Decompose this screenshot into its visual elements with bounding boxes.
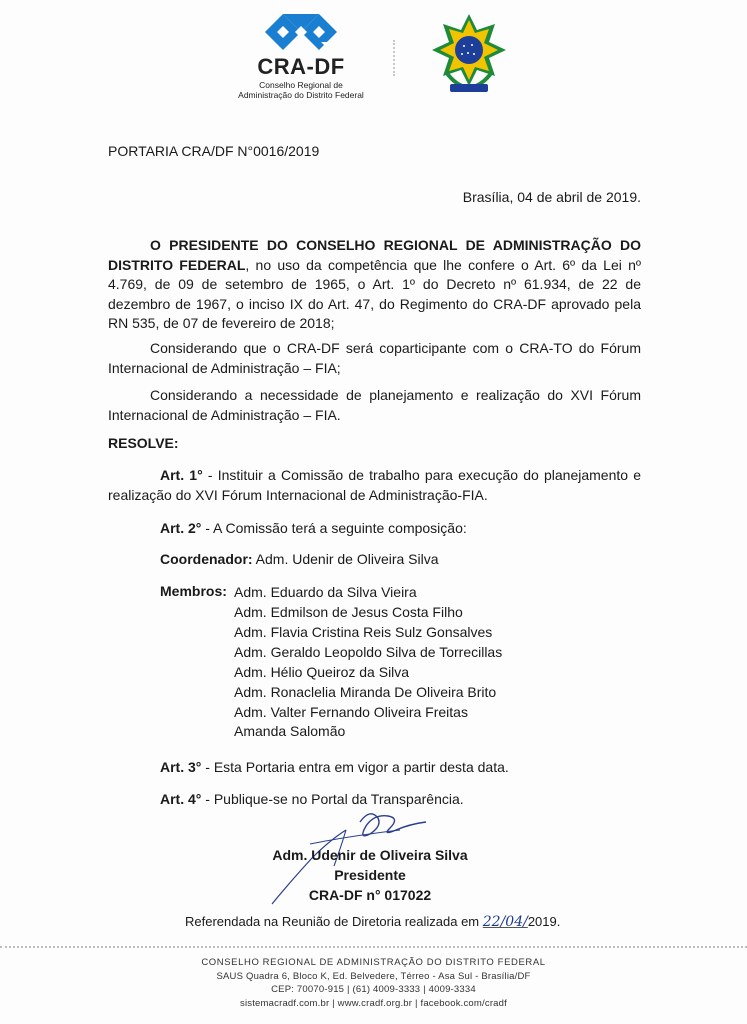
- logo-title: CRA-DF: [257, 54, 345, 79]
- art4-text: - Publique-se no Portal da Transparência.: [201, 791, 464, 807]
- article-1: [108, 466, 641, 505]
- portaria-number: PORTARIA CRA/DF N°0016/2019: [108, 143, 320, 159]
- footer-org: CONSELHO REGIONAL DE ADMINISTRAÇÃO DO DISTRITO FEDERAL: [201, 957, 546, 968]
- art1-text: - Instituir a Comissão de trabalho para execução do planejamento e realização do XVI Fórum Internacional de Administração-FIA.: [108, 467, 642, 503]
- logo-subtitle-1: Conselho Regional de: [259, 80, 343, 90]
- considerando-2: Considerando a necessidade de planejamento e realização do XVI Fórum Internacional de Administração – FIA.: [108, 387, 641, 423]
- cra-df-logo: [236, 12, 366, 100]
- list-item: Adm. Ronaclelia Miranda De Oliveira Brito: [234, 684, 497, 700]
- footer-address: SAUS Quadra 6, Bloco K, Ed. Belvedere, Térreo - Asa Sul - Brasília/DF: [216, 970, 531, 982]
- list-item: Adm. Geraldo Leopoldo Silva de Torrecillas: [234, 644, 503, 660]
- intro-rest: , no uso da competência que lhe confere o Art. 6º da Lei nº 4.769, de 09 de setembro de 1965, o Art. 1º do Decreto nº 61.934, de 22 de dezembro de 1967, o inciso IX do Art. 47, do Regimento do CRA-DF aprovado pela RN 535, de 07 de fevereiro de 2018;: [108, 256, 641, 331]
- signer-registration: CRA-DF n° 017022: [308, 887, 432, 903]
- header-divider: [393, 40, 397, 76]
- footer-web: sistemacradf.com.br | www.cradf.org.br | facebook.com/cradf: [240, 997, 507, 1009]
- coord-label: Coordenador:: [160, 551, 253, 567]
- signature-block: [250, 845, 490, 905]
- logo-subtitle-2: Administração do Distrito Federal: [238, 90, 364, 100]
- intro-paragraph: [108, 236, 641, 334]
- art2-text: - A Comissão terá a seguinte composição:: [201, 520, 467, 536]
- page-footer: [0, 956, 747, 1010]
- referenda-year: 2019.: [527, 914, 561, 929]
- coat-of-arms-icon: [426, 12, 512, 98]
- list-item: Adm. Edmilson de Jesus Costa Filho: [234, 604, 463, 620]
- art3-label: Art. 3°: [160, 759, 202, 775]
- handwritten-date: 22/04/: [482, 914, 528, 930]
- art4-label: Art. 4°: [160, 791, 202, 807]
- article-2: [160, 519, 467, 539]
- referenda-line: [185, 912, 560, 933]
- list-item: Adm. Eduardo da Silva Vieira: [234, 584, 417, 600]
- coord-name: Adm. Udenir de Oliveira Silva: [252, 551, 439, 567]
- intro-bold: O PRESIDENTE DO CONSELHO REGIONAL DE ADMINISTRAÇÃO DO DISTRITO FEDERAL: [108, 237, 641, 273]
- signer-name: Adm. Udenir de Oliveira Silva: [272, 847, 468, 863]
- art2-label: Art. 2°: [160, 520, 202, 536]
- list-item: Adm. Valter Fernando Oliveira Freitas: [234, 704, 468, 720]
- list-item: Adm. Flavia Cristina Reis Sulz Gonsalves: [234, 624, 493, 640]
- considerando-1: Considerando que o CRA-DF será coparticipante com o CRA-TO do Fórum Internacional de Administração – FIA;: [108, 340, 641, 376]
- members-list: [234, 582, 502, 722]
- art1-label: Art. 1°: [160, 467, 203, 483]
- cra-logo-mark-icon: [261, 12, 341, 52]
- members-label: Membros:: [160, 583, 227, 599]
- signer-role: Presidente: [334, 867, 406, 883]
- coordinator-line: [160, 550, 439, 570]
- footer-contact: CEP: 70070-915 | (61) 4009-3333 | 4009-3334: [271, 984, 476, 995]
- footer-divider: [0, 946, 747, 948]
- referenda-text: Referendada na Reunião de Diretoria realizada em: [185, 914, 483, 929]
- article-3: [160, 758, 509, 778]
- document-date: Brasília, 04 de abril de 2019.: [462, 189, 641, 205]
- art3-text: - Esta Portaria entra em vigor a partir desta data.: [201, 759, 509, 775]
- resolve-heading: RESOLVE:: [108, 435, 179, 451]
- member-amanda: Amanda Salomão: [234, 723, 346, 739]
- list-item: Adm. Hélio Queiroz da Silva: [234, 664, 410, 680]
